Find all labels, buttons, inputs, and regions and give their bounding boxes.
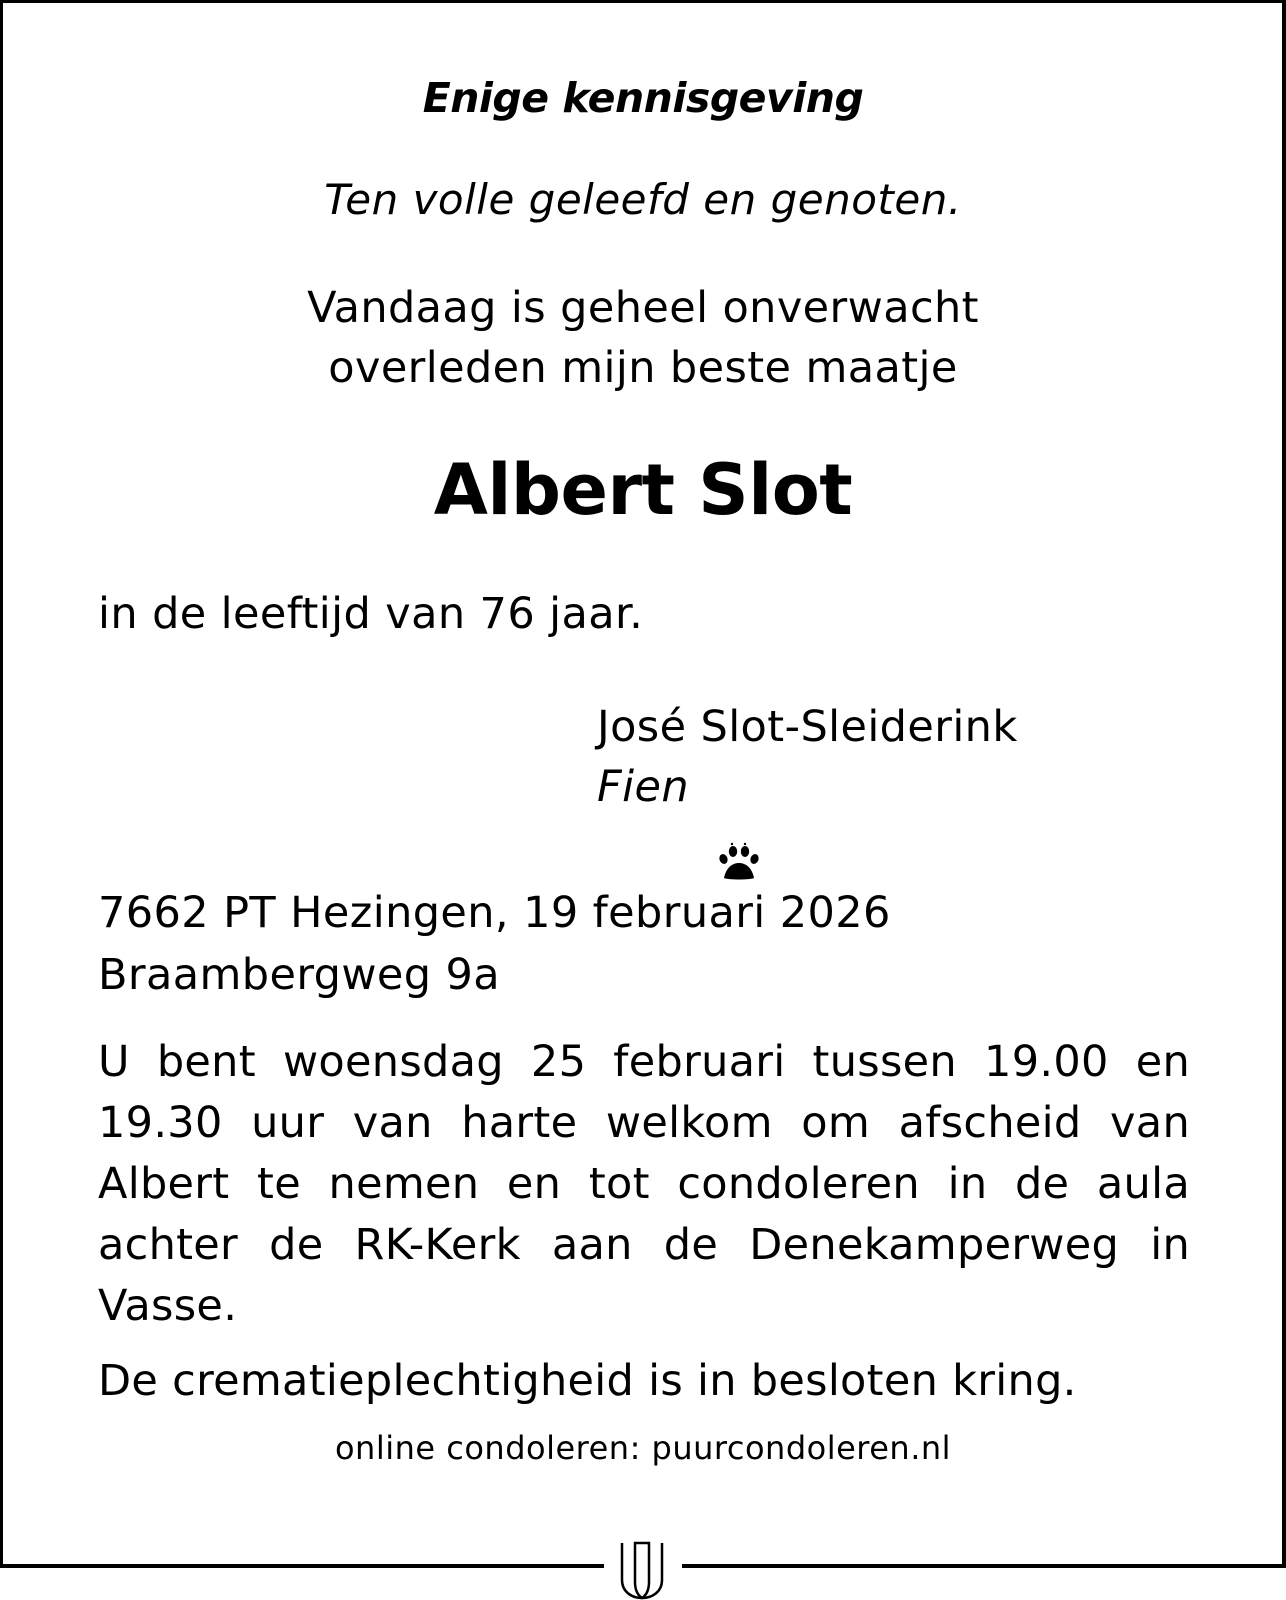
intro-text [0, 278, 1286, 398]
deceased-name: Albert Slot [433, 449, 853, 531]
signer-pet-name: Fien [597, 762, 689, 812]
intro-line: overleden mijn beste maatje [328, 343, 958, 393]
signer-name: José Slot-Sleiderink [597, 702, 1018, 752]
cremation-notice: De crematieplechtigheid is in besloten kring. [98, 1356, 1077, 1406]
address [98, 882, 891, 1006]
visitation-paragraph: U bent woensdag 25 februari tussen 19.00 en 19.30 uur van harte welkom om afscheid van Albert te nemen en tot condoleren in de aula achter de RK-Kerk aan de Denekamperweg in Vasse. [98, 1037, 1190, 1331]
address-line-city-date: 7662 PT Hezingen, 19 februari 2026 [98, 888, 891, 938]
notice-heading: Enige kennisgeving [422, 74, 864, 122]
signers [597, 697, 1018, 817]
age-line: in de leeftijd van 76 jaar. [98, 589, 644, 639]
bottom-rule-left [0, 1564, 604, 1568]
motto: Ten volle geleefd en genoten. [324, 175, 962, 224]
intro-line: Vandaag is geheel onverwacht [307, 283, 979, 333]
paw-print-icon [718, 842, 760, 882]
online-condolence-link[interactable]: online condoleren: puurcondoleren.nl [334, 1429, 952, 1467]
bottom-rule-right [682, 1564, 1286, 1568]
address-line-street: Braambergweg 9a [98, 950, 501, 1000]
funeral-u-logo-icon [618, 1540, 666, 1600]
